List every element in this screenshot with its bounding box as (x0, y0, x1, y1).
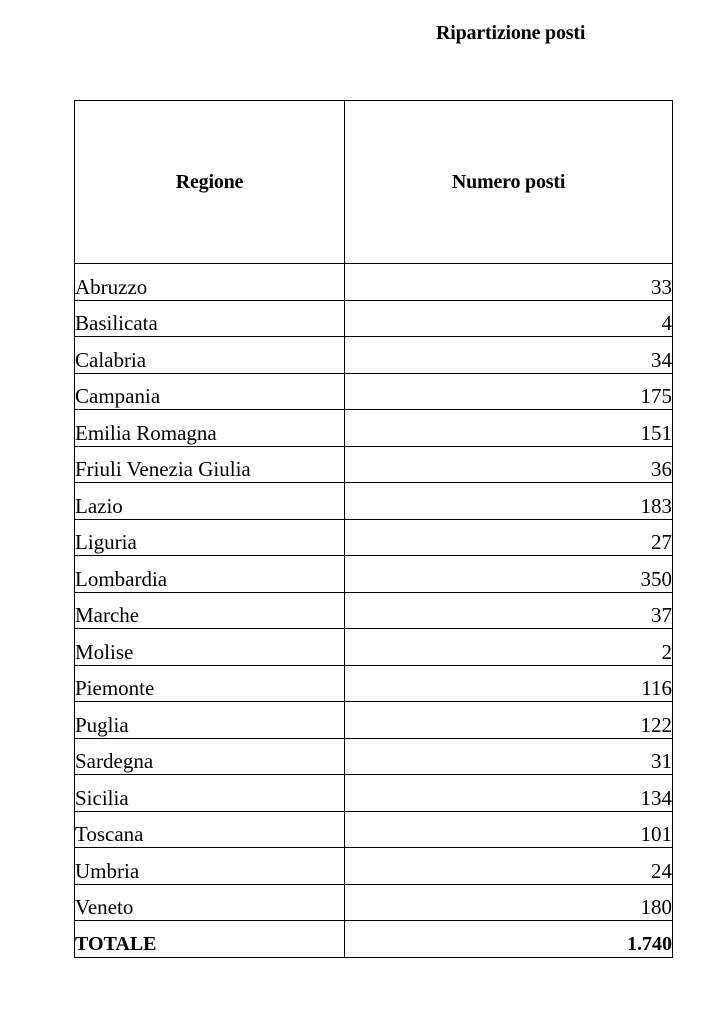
total-row (75, 921, 673, 958)
table-row (75, 592, 673, 629)
seats-cell: 34 (345, 337, 673, 374)
region-cell: Sardegna (75, 738, 345, 775)
seats-cell: 122 (345, 702, 673, 739)
region-cell: Abruzzo (75, 264, 345, 301)
document-title: Ripartizione posti (436, 22, 586, 44)
region-cell: Molise (75, 629, 345, 666)
table-row (75, 848, 673, 885)
seats-cell: 4 (345, 300, 673, 337)
seats-cell: 116 (345, 665, 673, 702)
region-cell: Umbria (75, 848, 345, 885)
table-row (75, 264, 673, 301)
region-cell: Piemonte (75, 665, 345, 702)
seats-cell: 151 (345, 410, 673, 447)
table-row (75, 337, 673, 374)
table-row (75, 665, 673, 702)
table-row (75, 556, 673, 593)
region-cell: Campania (75, 373, 345, 410)
region-cell: Puglia (75, 702, 345, 739)
column-header-regione: Regione (75, 101, 345, 264)
column-header-numero-posti: Numero posti (345, 101, 673, 264)
seats-cell: 24 (345, 848, 673, 885)
seats-cell: 180 (345, 884, 673, 921)
seats-table (74, 100, 673, 958)
seats-cell: 27 (345, 519, 673, 556)
seats-cell: 183 (345, 483, 673, 520)
region-cell: Sicilia (75, 775, 345, 812)
region-cell: Basilicata (75, 300, 345, 337)
table-row (75, 446, 673, 483)
region-cell: Calabria (75, 337, 345, 374)
seats-cell: 37 (345, 592, 673, 629)
table-row (75, 775, 673, 812)
table-row (75, 738, 673, 775)
region-cell: Veneto (75, 884, 345, 921)
region-cell: Lombardia (75, 556, 345, 593)
region-cell: Emilia Romagna (75, 410, 345, 447)
table-row (75, 702, 673, 739)
seats-cell: 350 (345, 556, 673, 593)
table-row (75, 373, 673, 410)
seats-cell: 31 (345, 738, 673, 775)
table-row (75, 519, 673, 556)
table-row (75, 410, 673, 447)
region-cell: Friuli Venezia Giulia (75, 446, 345, 483)
region-cell: Toscana (75, 811, 345, 848)
seats-cell: 134 (345, 775, 673, 812)
table-header-row (75, 101, 673, 264)
table-row (75, 884, 673, 921)
region-cell: Marche (75, 592, 345, 629)
table-row (75, 811, 673, 848)
seats-cell: 175 (345, 373, 673, 410)
region-cell: Liguria (75, 519, 345, 556)
total-value: 1.740 (345, 921, 673, 958)
table-row (75, 300, 673, 337)
region-cell: Lazio (75, 483, 345, 520)
seats-cell: 36 (345, 446, 673, 483)
table-row (75, 483, 673, 520)
seats-cell: 33 (345, 264, 673, 301)
table-row (75, 629, 673, 666)
seats-cell: 101 (345, 811, 673, 848)
seats-cell: 2 (345, 629, 673, 666)
total-label: TOTALE (75, 921, 345, 958)
